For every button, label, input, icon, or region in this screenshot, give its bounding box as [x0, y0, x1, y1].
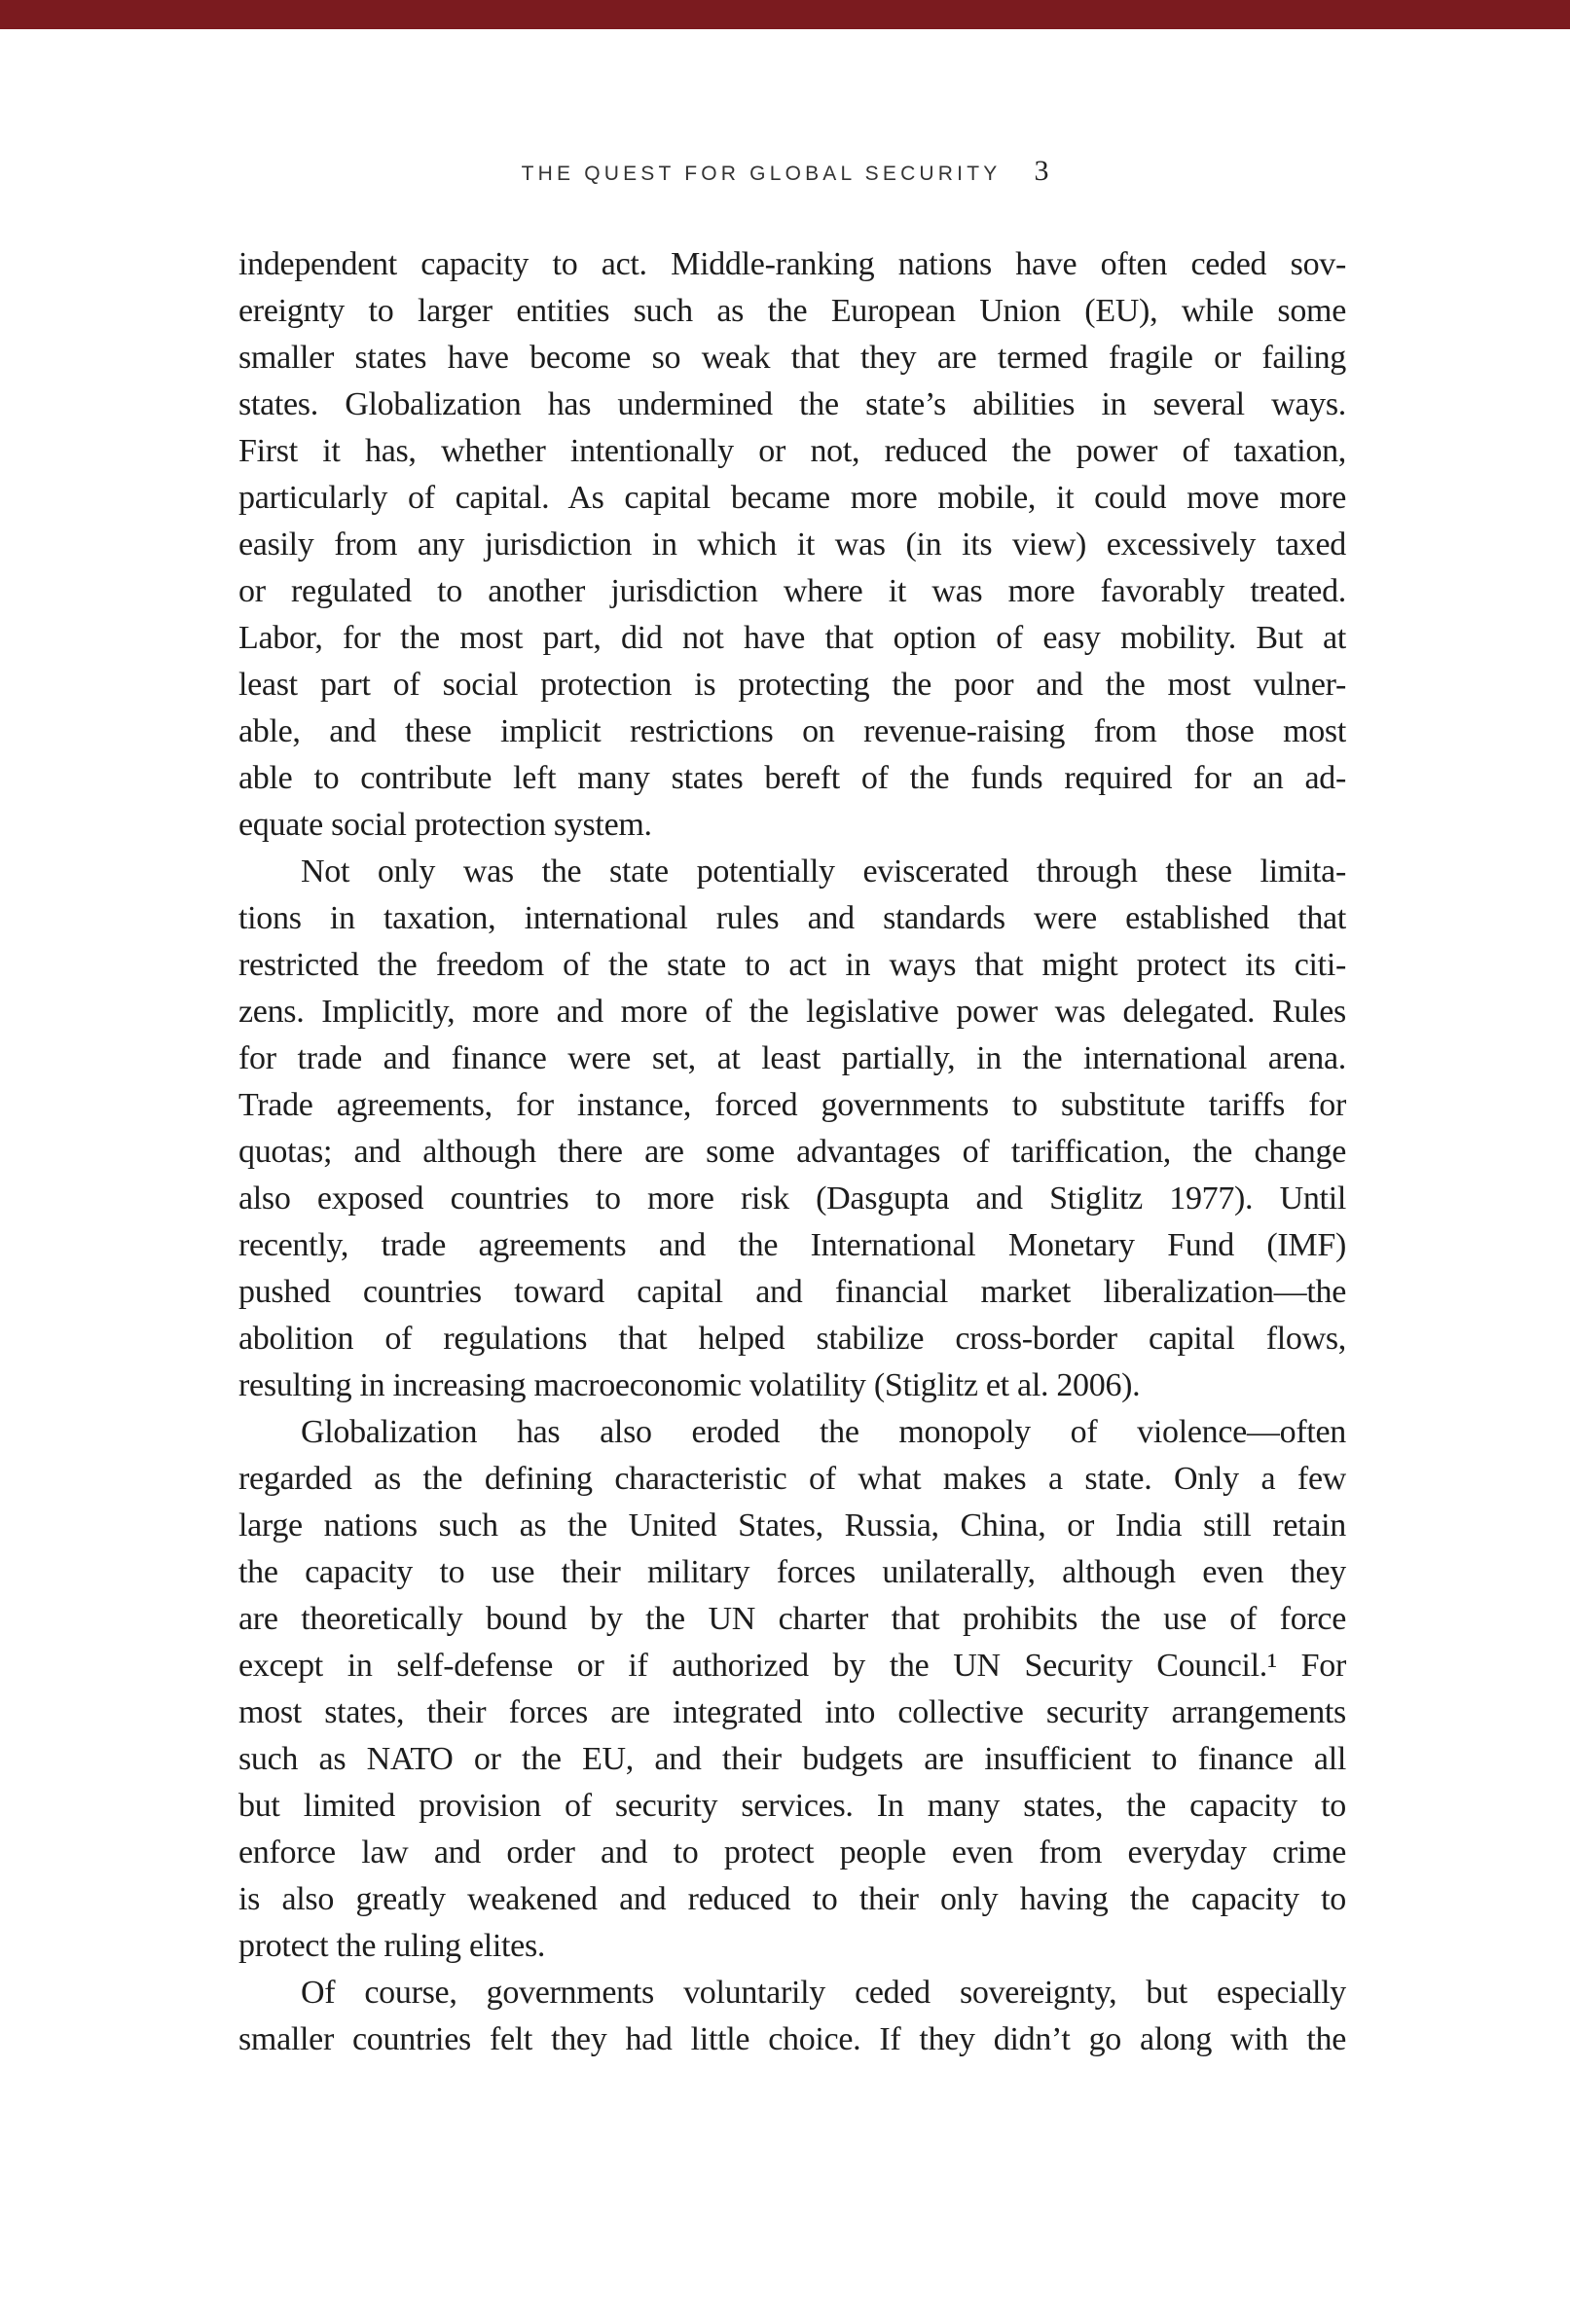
- text-line: most states, their forces are integrated into collective security arrangements: [238, 1694, 1346, 1730]
- text-line: for trade and finance were set, at least partially, in the international arena.: [238, 1040, 1346, 1076]
- text-line: such as NATO or the EU, and their budgets are insufficient to finance all: [238, 1741, 1346, 1777]
- text-line: are theoretically bound by the UN charter that prohibits the use of force: [238, 1601, 1346, 1637]
- text-line: pushed countries toward capital and financial market liberalization—the: [238, 1274, 1346, 1310]
- text-line: but limited provision of security services. In many states, the capacity to: [238, 1788, 1346, 1824]
- text-line: Of course, governments voluntarily ceded sovereignty, but especially: [301, 1975, 1346, 2011]
- text-line: independent capacity to act. Middle-ranking nations have often ceded sov-: [238, 246, 1346, 282]
- text-line: large nations such as the United States, Russia, China, or India still retain: [238, 1507, 1346, 1543]
- text-line: easily from any jurisdiction in which it was (in its view) excessively taxed: [238, 527, 1346, 563]
- text-line: tions in taxation, international rules and standards were established that: [238, 900, 1346, 936]
- text-line: restricted the freedom of the state to act in ways that might protect its citi-: [238, 947, 1346, 983]
- text-line: smaller states have become so weak that they are termed fragile or failing: [238, 340, 1346, 376]
- text-line: is also greatly weakened and reduced to their only having the capacity to: [238, 1881, 1346, 1917]
- body-text: [238, 241, 1346, 2063]
- text-line: regarded as the defining characteristic of what makes a state. Only a few: [238, 1461, 1346, 1497]
- running-title: THE QUEST FOR GLOBAL SECURITY: [521, 163, 1002, 185]
- text-line: Trade agreements, for instance, forced governments to substitute tariffs for: [238, 1087, 1346, 1123]
- text-line: First it has, whether intentionally or not, reduced the power of taxation,: [238, 433, 1346, 469]
- text-line: ereignty to larger entities such as the European Union (EU), while some: [238, 293, 1346, 329]
- text-line: smaller countries felt they had little choice. If they didn’t go along with the: [238, 2021, 1346, 2057]
- text-line: equate social protection system.: [238, 807, 652, 843]
- text-line: particularly of capital. As capital became more mobile, it could move more: [238, 480, 1346, 516]
- text-line: quotas; and although there are some advantages of tariffication, the change: [238, 1134, 1346, 1170]
- text-line: zens. Implicitly, more and more of the legislative power was delegated. Rules: [238, 994, 1346, 1030]
- text-line: least part of social protection is protecting the poor and the most vulner-: [238, 667, 1346, 703]
- top-bar: [0, 0, 1570, 29]
- text-line: the capacity to use their military forces unilaterally, although even they: [238, 1554, 1346, 1590]
- running-header: [0, 152, 1570, 191]
- text-line: able to contribute left many states bereft of the funds required for an ad-: [238, 760, 1346, 796]
- text-line: protect the ruling elites.: [238, 1928, 546, 1964]
- text-line: recently, trade agreements and the International Monetary Fund (IMF): [238, 1227, 1346, 1263]
- text-line: Globalization has also eroded the monopoly of violence—often: [301, 1414, 1346, 1450]
- text-line: Labor, for the most part, did not have that option of easy mobility. But at: [238, 620, 1346, 656]
- text-line: also exposed countries to more risk (Dasgupta and Stiglitz 1977). Until: [238, 1180, 1346, 1216]
- text-line: abolition of regulations that helped stabilize cross-border capital flows,: [238, 1321, 1346, 1357]
- page-number: 3: [1034, 155, 1049, 187]
- text-line: resulting in increasing macroeconomic volatility (Stiglitz et al. 2006).: [238, 1367, 1141, 1403]
- text-line: or regulated to another jurisdiction where it was more favorably treated.: [238, 573, 1346, 609]
- text-line: enforce law and order and to protect people even from everyday crime: [238, 1834, 1346, 1870]
- text-line: Not only was the state potentially eviscerated through these limita-: [301, 853, 1346, 890]
- text-line: except in self-defense or if authorized by the UN Security Council.¹ For: [238, 1648, 1346, 1684]
- text-line: states. Globalization has undermined the state’s abilities in several ways.: [238, 386, 1346, 422]
- text-line: able, and these implicit restrictions on revenue-raising from those most: [238, 713, 1346, 749]
